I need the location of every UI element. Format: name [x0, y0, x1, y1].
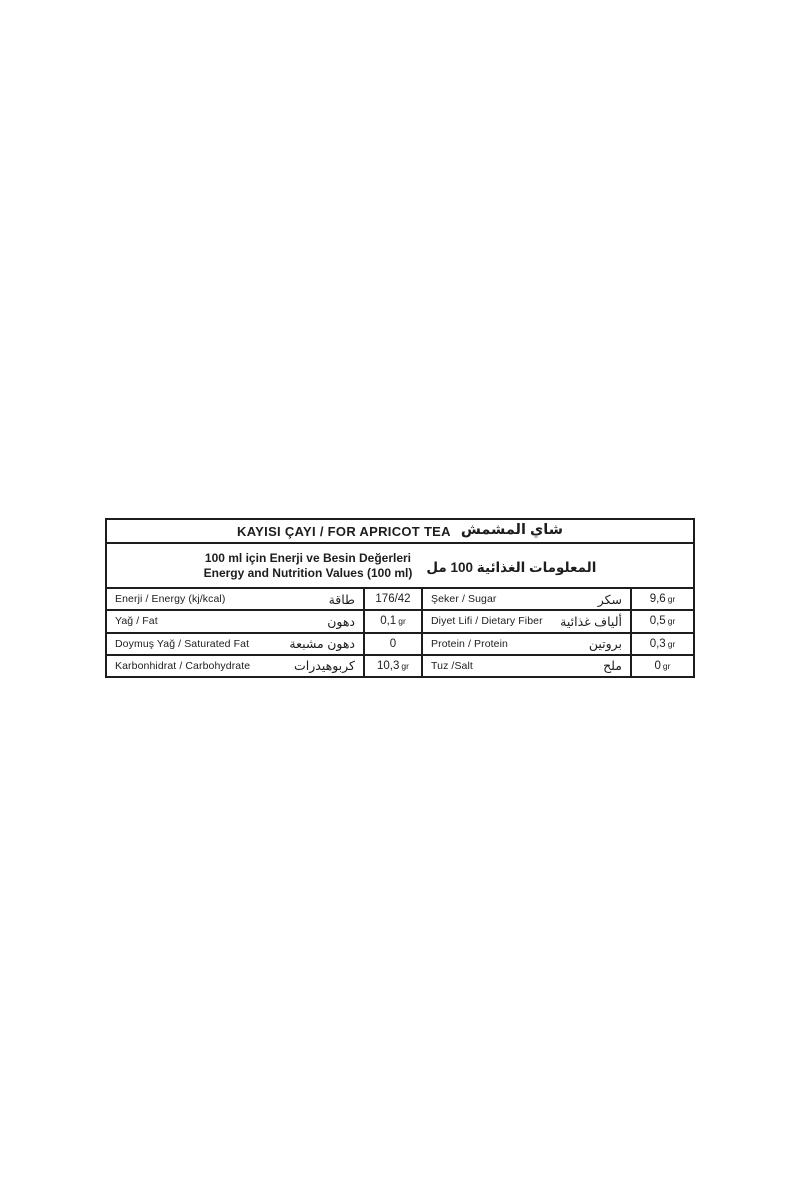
nutrient-row-fat-fiber [107, 611, 693, 633]
nutrient-label-arabic: دهون [327, 614, 355, 629]
nutrient-label-cell [423, 611, 632, 631]
value-unit: gr [401, 660, 409, 671]
nutrient-label: Protein / Protein [431, 637, 508, 650]
nutrient-value-cell [632, 634, 693, 654]
nutrition-facts-table [105, 518, 695, 678]
value-unit: gr [662, 660, 671, 671]
nutrient-value-cell [365, 656, 423, 676]
nutrient-label-cell [423, 589, 632, 609]
table-title-row [107, 520, 693, 544]
table-header-row [107, 544, 693, 589]
nutrient-label: Şeker / Sugar [431, 593, 497, 606]
nutrient-label: Diyet Lifi / Dietary Fiber [431, 615, 543, 628]
nutrient-value-cell [632, 611, 693, 631]
header-latin-lines [204, 551, 413, 581]
nutrient-label-arabic: ملح [603, 659, 622, 674]
nutrient-value: 0,5 [649, 615, 666, 628]
header-line-turkish: 100 ml için Enerji ve Besin Değerleri [204, 550, 412, 565]
nutrient-label-cell [107, 656, 365, 676]
nutrient-label: Doymuş Yağ / Saturated Fat [115, 637, 250, 650]
nutrient-label-arabic: ألياف غذائية [560, 614, 622, 629]
nutrient-value: 9,6 [649, 593, 666, 606]
nutrient-label: Tuz /Salt [431, 659, 473, 672]
nutrient-value: 0,1 [380, 615, 397, 628]
value-unit: gr [398, 616, 406, 627]
nutrient-value: 0 [654, 659, 661, 672]
nutrient-label: Yağ / Fat [115, 615, 158, 628]
nutrient-value: 176/42 [375, 593, 411, 606]
nutrient-value-cell [632, 656, 693, 676]
value-unit: gr [667, 638, 676, 649]
header-line-english: Energy and Nutrition Values (100 ml) [203, 565, 413, 580]
nutrient-label-cell [107, 634, 365, 654]
nutrient-value: 10,3 [377, 659, 400, 672]
header-arabic: المعلومات الغذائية 100 مل [426, 559, 597, 575]
nutrient-label-arabic: دهون مشبعة [289, 637, 355, 652]
nutrient-label-cell [107, 611, 365, 631]
value-unit: gr [667, 616, 676, 627]
nutrient-value: 0 [389, 637, 397, 650]
nutrient-row-carb-salt [107, 656, 693, 676]
nutrient-row-satfat-protein [107, 634, 693, 656]
nutrient-value-cell [365, 634, 423, 654]
table-title-latin: KAYISI ÇAYI / FOR APRICOT TEA [237, 523, 451, 539]
nutrient-label-cell [107, 589, 365, 609]
value-unit: gr [667, 594, 676, 605]
table-title-arabic: شاي المشمش [460, 522, 563, 538]
nutrient-value-cell [365, 589, 423, 609]
nutrient-label-arabic: كربوهيدرات [294, 659, 355, 674]
nutrient-label-arabic: بروتين [588, 637, 622, 652]
nutrient-label-arabic: سكر [597, 592, 622, 607]
nutrient-label: Enerji / Energy (kj/kcal) [115, 593, 226, 606]
nutrient-row-energy-sugar [107, 589, 693, 611]
nutrient-data-grid [107, 589, 693, 676]
nutrient-label: Karbonhidrat / Carbohydrate [115, 659, 251, 672]
nutrient-label-cell [423, 634, 632, 654]
nutrient-value: 0,3 [649, 637, 666, 650]
nutrient-value-cell [632, 589, 693, 609]
nutrient-label-cell [423, 656, 632, 676]
nutrient-value-cell [365, 611, 423, 631]
nutrient-label-arabic: طاقة [328, 592, 355, 607]
